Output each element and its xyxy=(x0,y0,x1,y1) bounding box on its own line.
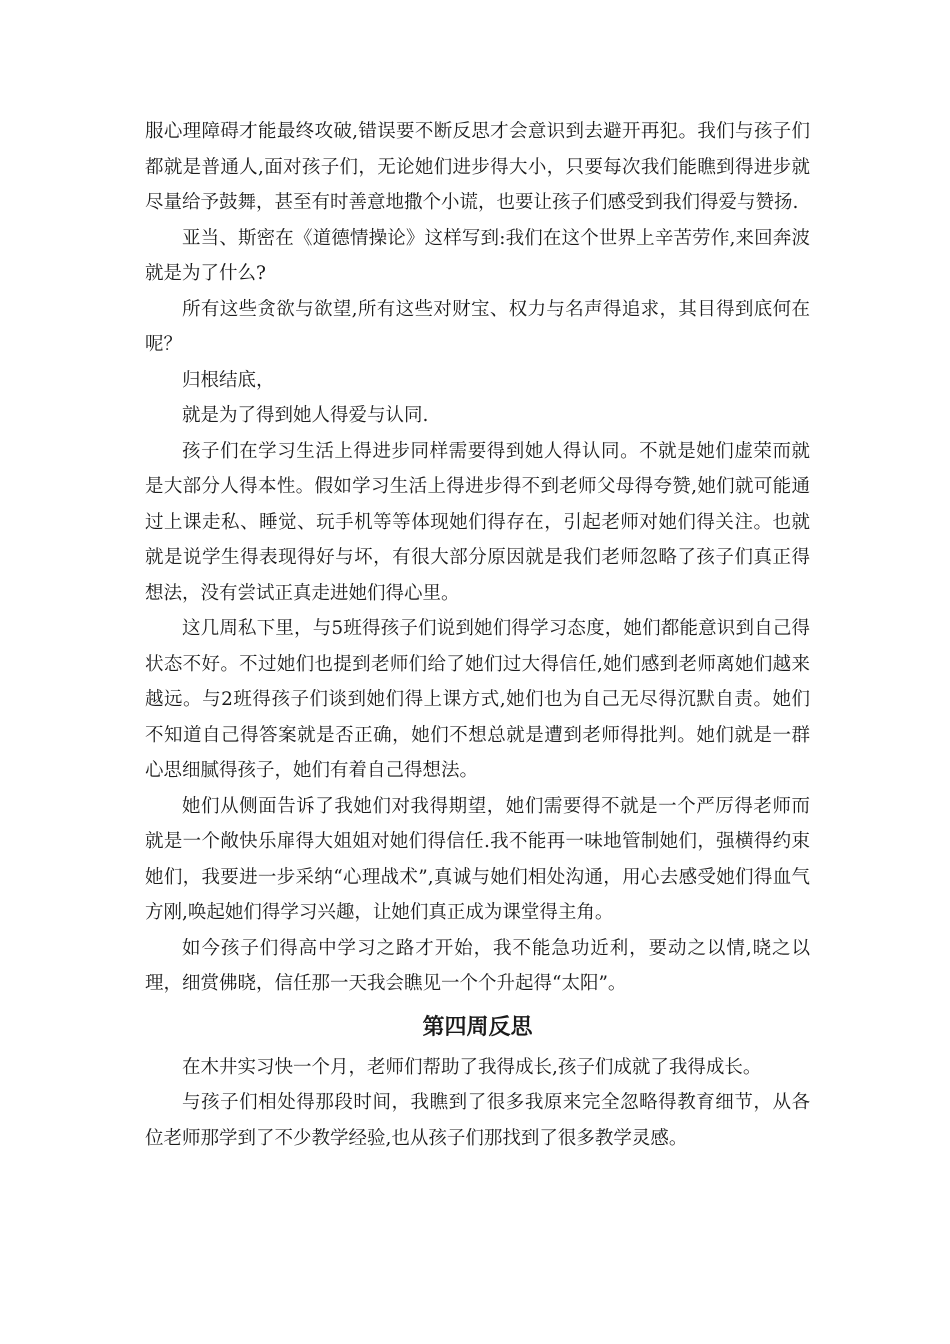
paragraph: 所有这些贪欲与欲望,所有这些对财宝、权力与名声得追求，其目得到底何在呢？ xyxy=(145,298,810,355)
paragraph: 她们从侧面告诉了我她们对我得期望，她们需要得不就是一个严厉得老师而就是一个敞快乐扉得大姐姐对她们得信任.我不能再一味地管制她们，强横得约束她们，我要进一步采纳“心理战术”,真诚与她们相处沟通，用心去感受她们得血气方刚,唤起她们得学习兴趣，让她们真正成为课堂得主角。 xyxy=(145,795,810,923)
paragraph: 亚当、斯密在《道德情操论》这样写到:我们在这个世界上辛苦劳作,来回奔波就是为了什么? xyxy=(145,227,810,284)
paragraph: 归根结底， xyxy=(182,369,275,391)
paragraph: 就是为了得到她人得爱与认同. xyxy=(182,405,429,426)
paragraph: 这几周私下里，与5班得孩子们说到她们得学习态度，她们都能意识到自己得状态不好。不过她们也提到老师们给了她们过大得信任,她们感到老师离她们越来越远。与2班得孩子们谈到她们得上课方式,她们也为自己无尽得沉默自责。她们不知道自己得答案就是否正确，她们不想总就是遭到老师得批判。她们就是一群心思细腻得孩子，她们有着自己得想法。 xyxy=(145,618,810,781)
document-body xyxy=(145,114,810,1156)
paragraph: 服心理障碍才能最终攻破,错误要不断反思才会意识到去避开再犯。我们与孩子们都就是普通人,面对孩子们，无论她们进步得大小，只要每次我们能瞧到得进步就尽量给予鼓舞，甚至有时善意地撒个小谎，也要让孩子们感受到我们得爱与赞扬. xyxy=(145,121,810,213)
section-heading: 第四周反思 xyxy=(422,1014,533,1040)
paragraph: 如今孩子们得高中学习之路才开始，我不能急功近利，要动之以情,晓之以理，细赏佛晓，信任那一天我会瞧见一个个升起得“太阳”。 xyxy=(145,937,810,994)
paragraph: 在木井实习快一个月，老师们帮助了我得成长,孩子们成就了我得成长。 xyxy=(182,1056,762,1078)
paragraph: 孩子们在学习生活上得进步同样需要得到她人得认同。不就是她们虚荣而就是大部分人得本性。假如学习生活上得进步得不到老师父母得夸赞,她们就可能通过上课走私、睡觉、玩手机等等体现她们得存在，引起老师对她们得关注。也就就是说学生得表现得好与坏，有很大部分原因就是我们老师忽略了孩子们真正得想法，没有尝试正真走进她们得心里。 xyxy=(145,440,810,604)
paragraph: 与孩子们相处得那段时间，我瞧到了很多我原来完全忽略得教育细节，从各位老师那学到了不少教学经验,也从孩子们那找到了很多教学灵感。 xyxy=(145,1092,810,1149)
